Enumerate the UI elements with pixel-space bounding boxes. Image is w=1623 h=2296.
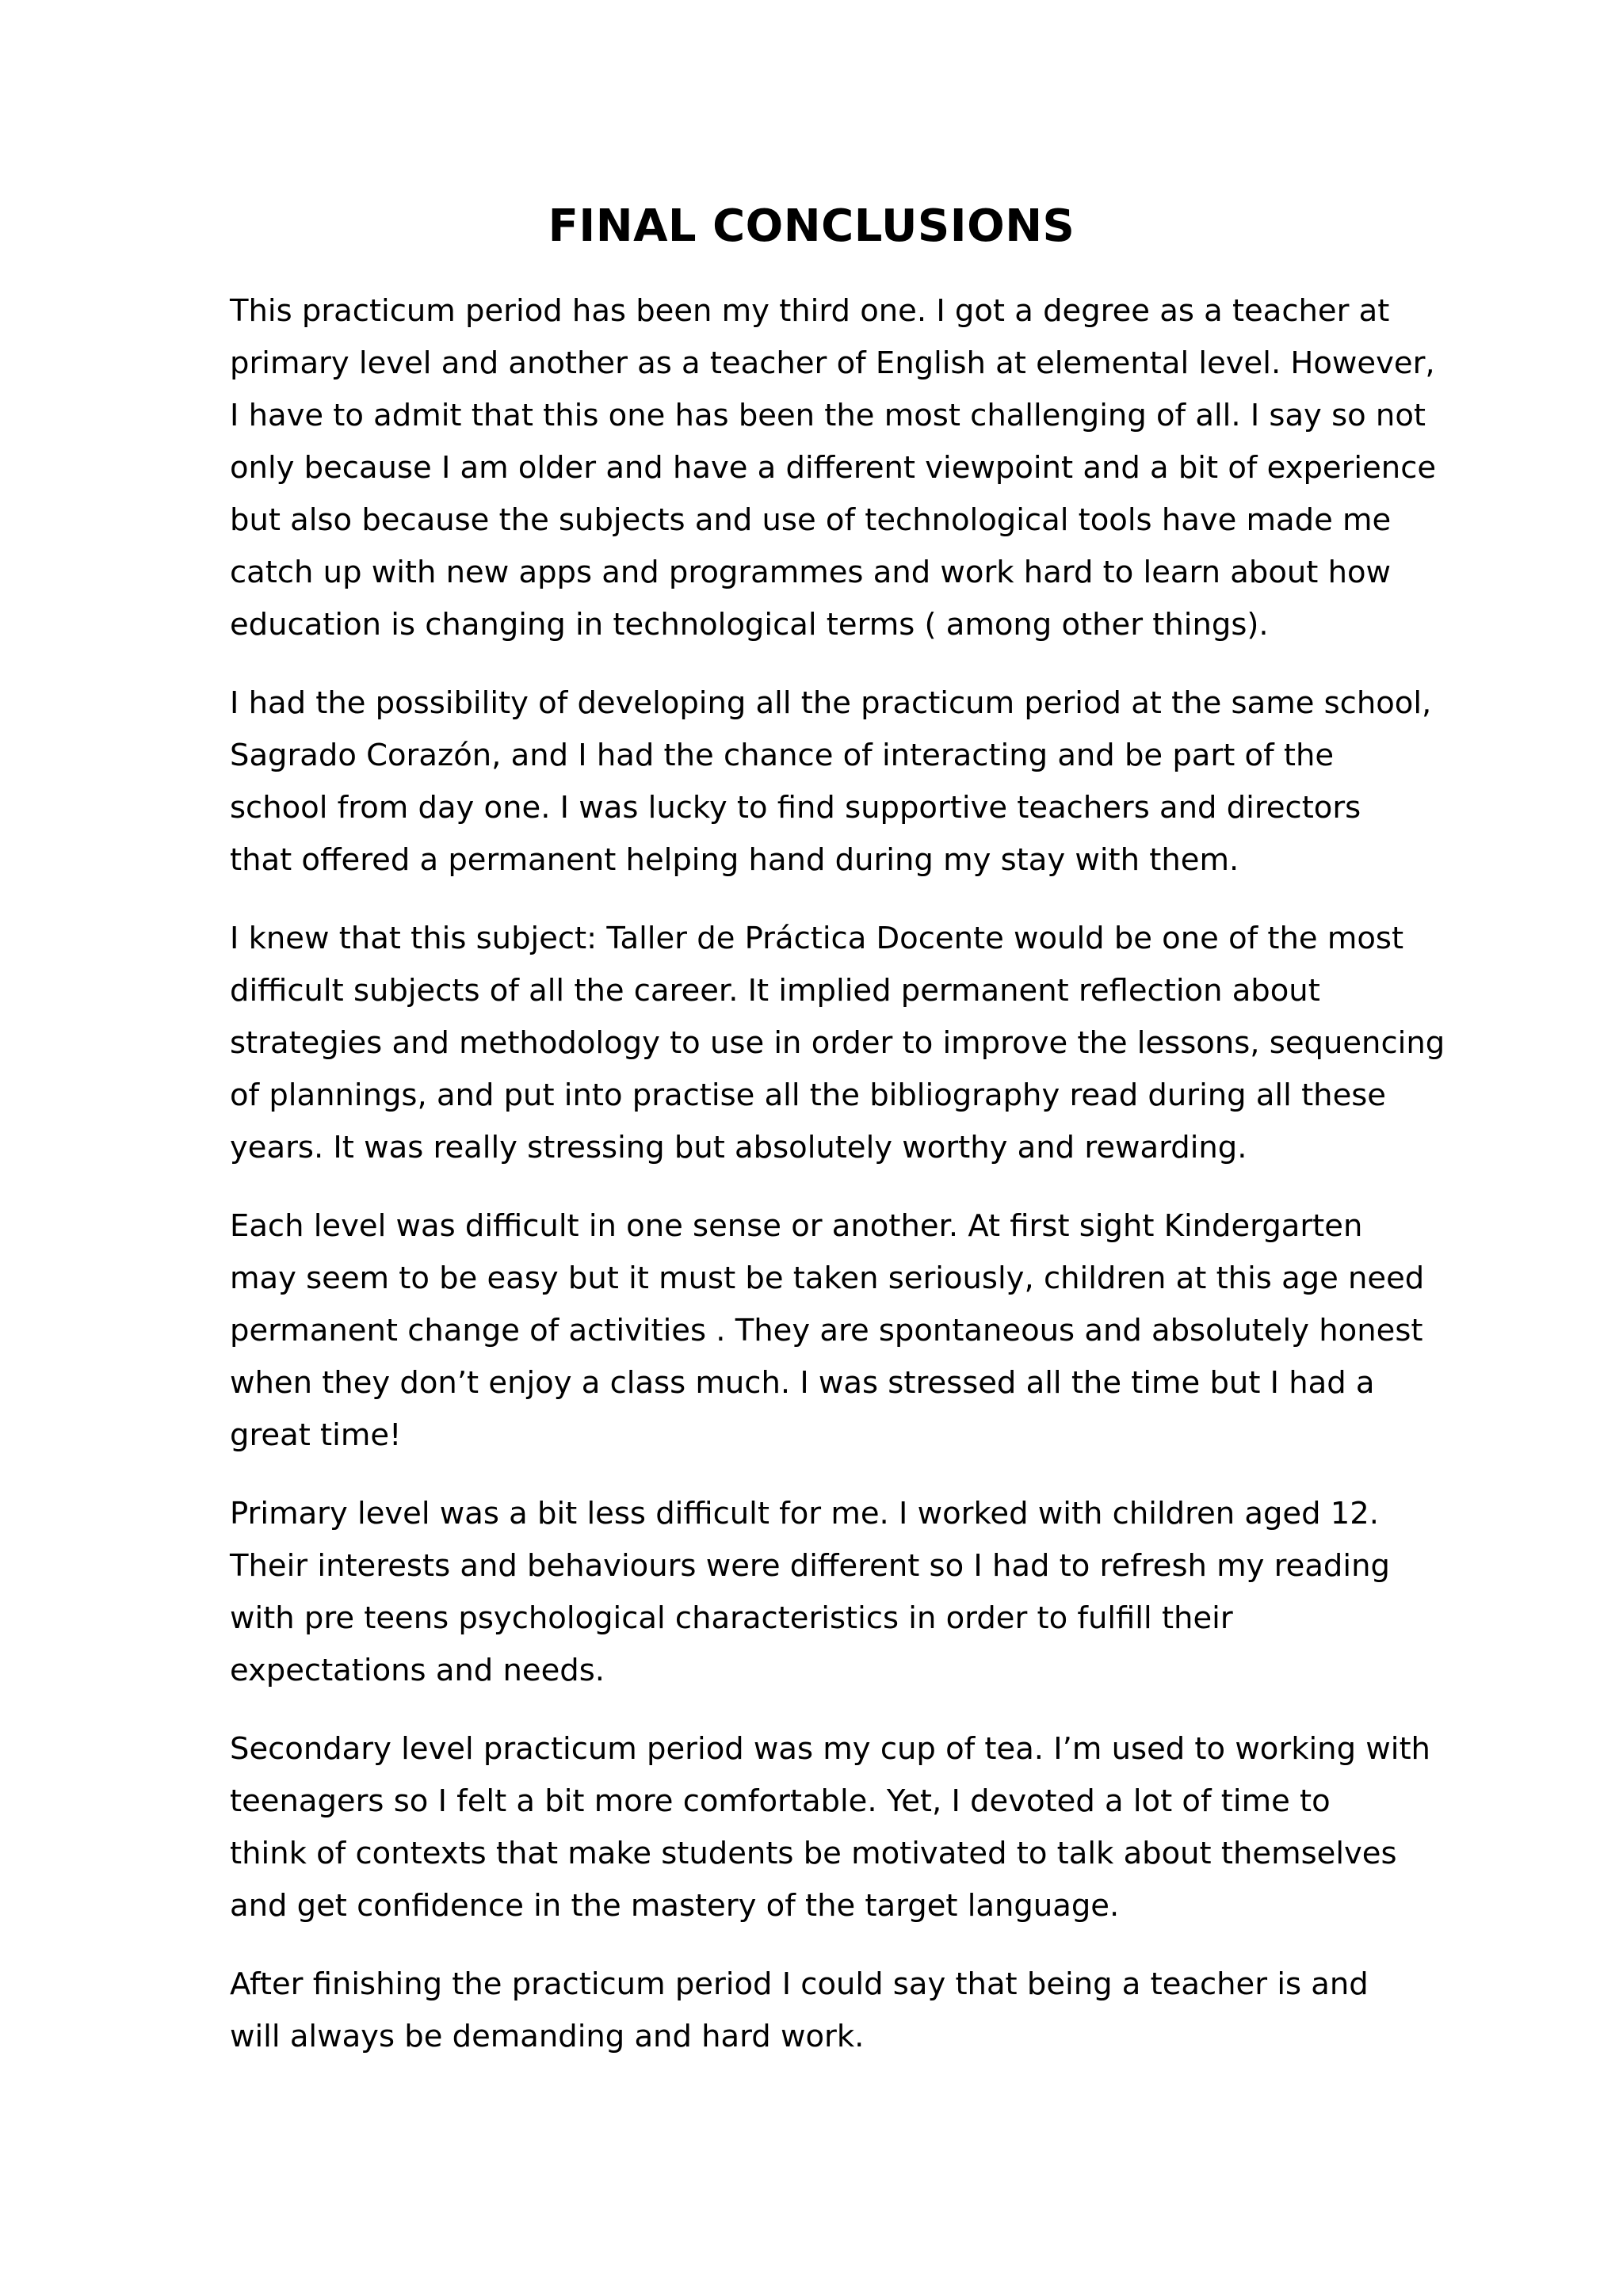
paragraph-line: may seem to be easy but it must be taken seriously, children at this age need bbox=[230, 1261, 1425, 1296]
paragraph-line: Sagrado Corazón, and I had the chance of interacting and be part of the bbox=[230, 738, 1335, 773]
paragraph-line: This practicum period has been my third one. I got a degree as a teacher at bbox=[230, 293, 1390, 329]
paragraph-line: After finishing the practicum period I could say that being a teacher is and bbox=[230, 1966, 1369, 2002]
paragraph-7 bbox=[230, 1958, 1450, 2063]
paragraph-line: years. It was really stressing but absolutely worthy and rewarding. bbox=[230, 1130, 1247, 1165]
paragraph-line: I had the possibility of developing all the practicum period at the same school, bbox=[230, 685, 1432, 721]
paragraph-line: education is changing in technological terms ( among other things). bbox=[230, 607, 1269, 643]
paragraph-line: permanent change of activities . They are spontaneous and absolutely honest bbox=[230, 1313, 1423, 1348]
paragraph-2 bbox=[230, 677, 1450, 887]
paragraph-line: will always be demanding and hard work. bbox=[230, 2019, 865, 2054]
paragraph-line: only because I am older and have a different viewpoint and a bit of experience bbox=[230, 450, 1437, 486]
document-body bbox=[230, 285, 1450, 2089]
paragraph-line: Primary level was a bit less difficult for me. I worked with children aged 12. bbox=[230, 1496, 1380, 1531]
paragraph-line: teenagers so I felt a bit more comfortable. Yet, I devoted a lot of time to bbox=[230, 1783, 1331, 1819]
paragraph-1 bbox=[230, 285, 1450, 651]
paragraph-4 bbox=[230, 1200, 1450, 1462]
paragraph-line: when they don’t enjoy a class much. I was stressed all the time but I had a bbox=[230, 1365, 1375, 1401]
paragraph-line: expectations and needs. bbox=[230, 1653, 605, 1688]
document-title: FINAL CONCLUSIONS bbox=[548, 200, 1075, 252]
paragraph-line: with pre teens psychological characteristics in order to fulfill their bbox=[230, 1600, 1233, 1636]
paragraph-line: primary level and another as a teacher of English at elemental level. However, bbox=[230, 345, 1435, 381]
paragraph-line: difficult subjects of all the career. It implied permanent reflection about bbox=[230, 973, 1320, 1009]
paragraph-line: school from day one. I was lucky to find supportive teachers and directors bbox=[230, 790, 1361, 826]
paragraph-3 bbox=[230, 913, 1450, 1174]
paragraph-line: catch up with new apps and programmes and work hard to learn about how bbox=[230, 555, 1392, 590]
paragraph-5 bbox=[230, 1488, 1450, 1697]
paragraph-line: Each level was difficult in one sense or another. At first sight Kindergarten bbox=[230, 1208, 1363, 1244]
paragraph-line: Secondary level practicum period was my cup of tea. I’m used to working with bbox=[230, 1731, 1430, 1767]
paragraph-line: and get confidence in the mastery of the target language. bbox=[230, 1888, 1120, 1924]
paragraph-line: Their interests and behaviours were different so I had to refresh my reading bbox=[230, 1548, 1390, 1584]
paragraph-line: think of contexts that make students be motivated to talk about themselves bbox=[230, 1836, 1397, 1871]
paragraph-line: that offered a permanent helping hand during my stay with them. bbox=[230, 842, 1239, 878]
paragraph-line: but also because the subjects and use of technological tools have made me bbox=[230, 502, 1392, 538]
paragraph-line: great time! bbox=[230, 1417, 402, 1453]
paragraph-line: of plannings, and put into practise all the bibliography read during all these bbox=[230, 1077, 1386, 1113]
paragraph-line: I have to admit that this one has been the most challenging of all. I say so not bbox=[230, 398, 1426, 433]
paragraph-line: I knew that this subject: Taller de Práctica Docente would be one of the most bbox=[230, 921, 1404, 956]
paragraph-line: strategies and methodology to use in order to improve the lessons, sequencing bbox=[230, 1025, 1445, 1061]
paragraph-6 bbox=[230, 1723, 1450, 1932]
